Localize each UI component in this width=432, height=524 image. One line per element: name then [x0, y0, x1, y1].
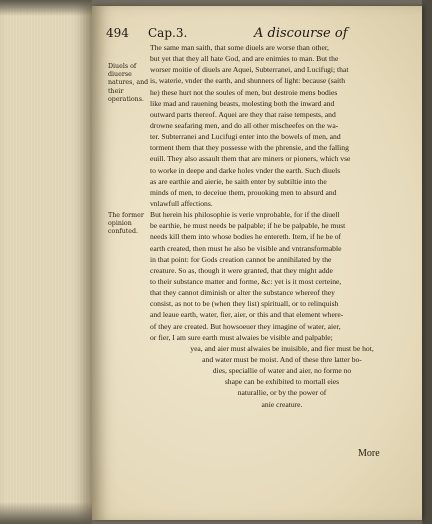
marginal-note-1: Diuels of diuerse natures, and their operations.	[108, 63, 149, 103]
text-line: yea, and aier must alwaies be inuisible, and fier must be hot,	[190, 343, 374, 353]
text-line: consist, as not to be (when they list) spirituall, or to relinquish	[150, 299, 339, 309]
text-line: and leaue earth, water, fier, aier, or this and that element where-	[150, 310, 344, 320]
edge-shadow-top	[0, 0, 92, 16]
page-number: 494	[106, 26, 129, 40]
text-line: or fier, I am sure earth must alwaies be visible and palpable;	[150, 332, 333, 342]
text-line: earth created, then must he also be visible and vntransformable	[150, 243, 342, 253]
text-line: minds of men, to deceiue them, prouoking men to absurd and	[150, 187, 337, 197]
text-line: and water must be moist. And of these thre latter bo-	[202, 354, 362, 364]
text-line: needs kill them into whose bodies he entereth. Item, if he be of	[150, 232, 342, 242]
text-line: naturallie, or by the power of	[237, 388, 327, 398]
catchword: More	[358, 448, 380, 459]
text-line: be earthie, he must needs be palpable; if he be palpable, he must	[150, 221, 346, 231]
marginal-note-2: The former opinion confuted.	[108, 212, 144, 236]
text-line: drowne seafaring men, and do all other mischeefes on the wa-	[150, 120, 339, 130]
right-margin-shadow	[422, 0, 432, 524]
text-line: worser moitie of diuels are Aquei, Subterranei, and Lucifugi; that	[150, 65, 349, 75]
text-line: outward parts thereof. Aquei are they that raise tempests, and	[150, 109, 336, 119]
chapter-label: Cap.3.	[148, 26, 188, 40]
text-line: to their substance matter and forme, &c: yet is it most certeine,	[150, 276, 342, 286]
text-line: of they are created. But howsoeuer they imagine of water, aier,	[150, 321, 341, 331]
text-line: But herein his philosophie is verie vnprobable, for if the diuell	[150, 210, 340, 220]
text-line: shape can be exhibited to mortall eies	[224, 377, 340, 387]
running-header	[106, 26, 420, 42]
text-line: euill. They also assault them that are miners or pioners, which vse	[150, 154, 351, 164]
text-line: vnlawfull affections.	[150, 198, 213, 208]
text-line: he) these hurt not the soules of men, but destroie mens bodies	[150, 87, 338, 97]
edge-shadow-bottom	[0, 502, 92, 524]
text-line: in that point: for Gods creation cannot be annihilated by the	[150, 254, 332, 264]
text-line: dies, speciallie of water and aier, no forme no	[212, 366, 352, 376]
page-edges	[0, 0, 92, 524]
text-line: The same man saith, that some diuels are worse than other,	[150, 43, 329, 52]
text-line: but yet that they all hate God, and are enimies to man. But the	[150, 54, 339, 64]
text-line: is, waterie, vnder the earth, and shunners of light: because (saith	[150, 76, 346, 86]
body-text	[150, 42, 414, 410]
text-line: ter. Subterranei and Lucifugi enter into the bowels of men, and	[150, 132, 341, 142]
text-line: anie creature.	[261, 399, 303, 409]
text-line: to worke in deepe and darke holes vnder the earth. Such diuels	[150, 165, 341, 175]
text-line: as are earthie and aierie, he saith enter by subtiltie into the	[150, 176, 327, 186]
text-line: that they cannot diminish or alter the substance whereof they	[150, 288, 335, 298]
running-title: A discourse of	[254, 26, 348, 41]
text-line: creature. So as, though it were granted, that they might adde	[150, 265, 333, 275]
text-line: torment them that they possesse with the phrensie, and the falling	[150, 143, 349, 153]
text-line: like mad and rauening beasts, molesting both the inward and	[150, 98, 335, 108]
